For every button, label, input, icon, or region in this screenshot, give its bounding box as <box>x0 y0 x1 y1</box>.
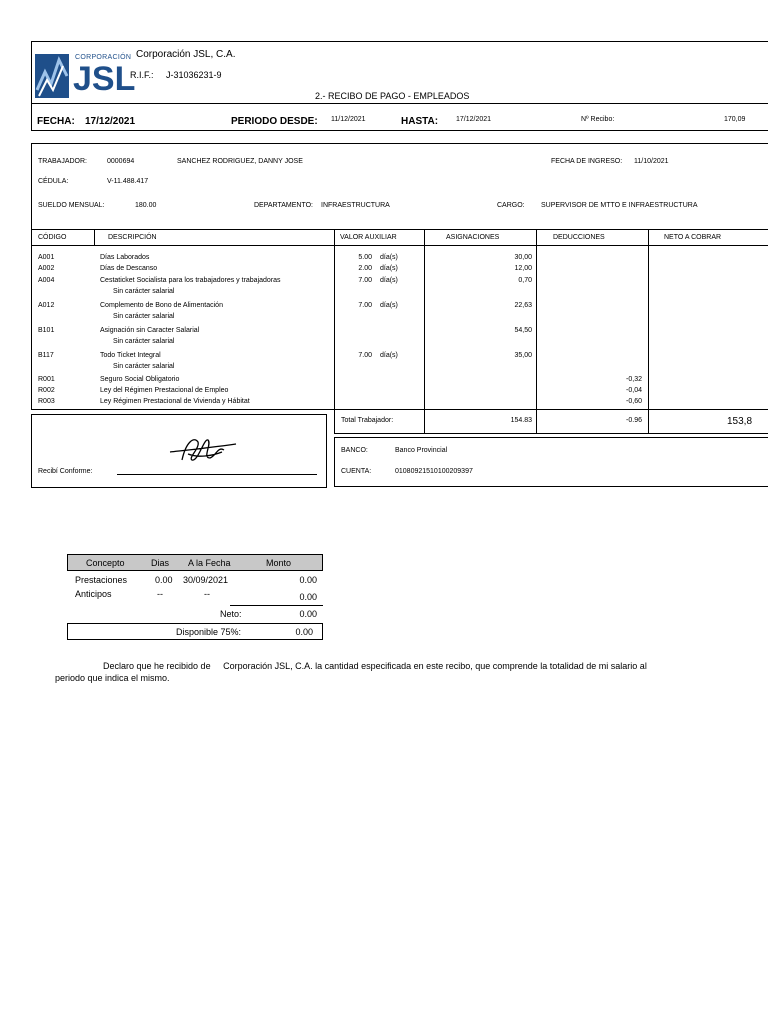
prestaciones-fecha: 30/09/2021 <box>183 575 229 585</box>
periodo-label: PERIODO DESDE: <box>231 116 318 127</box>
row-sub: Sin carácter salarial <box>113 313 175 320</box>
row-code: R002 <box>38 387 55 394</box>
anticipos-monto: 0.00 <box>299 592 317 602</box>
total-deducciones: -0.96 <box>626 417 642 424</box>
row-code: A004 <box>38 277 55 284</box>
table-header-top <box>31 229 768 230</box>
col-header-deducciones: DEDUCCIONES <box>553 234 605 241</box>
disponible-label: Disponible 75%: <box>176 627 242 637</box>
recibi-conforme-label: Recibí Conforme: <box>38 468 93 475</box>
row-code: A002 <box>38 265 55 272</box>
totals-left <box>334 409 335 433</box>
row-unit: día(s) <box>380 302 398 309</box>
row-code: R001 <box>38 376 55 383</box>
col-header-asignaciones: ASIGNACIONES <box>446 234 500 241</box>
trabajador-label: TRABAJADOR: <box>38 158 88 165</box>
ingreso-label: FECHA DE INGRESO: <box>551 158 623 165</box>
banco-label: BANCO: <box>341 447 368 454</box>
row-unit: día(s) <box>380 277 398 284</box>
row-desc: Seguro Social Obligatorio <box>100 376 180 383</box>
ingreso-value: 11/10/2021 <box>634 158 669 165</box>
company-name: Corporación JSL, C.A. <box>136 49 236 60</box>
prestaciones-dias: 0.00 <box>155 575 173 585</box>
bank-bottom <box>334 486 768 487</box>
row-aux: 7.00 <box>358 352 372 359</box>
row-sub: Sin carácter salarial <box>113 288 175 295</box>
neto-label: Neto: <box>220 609 242 619</box>
row-aux: 7.00 <box>358 302 372 309</box>
document-title: 2.- RECIBO DE PAGO - EMPLEADOS <box>315 91 470 101</box>
banco-value: Banco Provincial <box>395 447 448 454</box>
row-code: A012 <box>38 302 55 309</box>
col-sep <box>424 229 425 409</box>
cedula-value: V-11.488.417 <box>107 178 149 185</box>
company-logo <box>33 46 136 100</box>
row-asig: 54,50 <box>514 327 532 334</box>
row-desc: Todo Ticket Integral <box>100 352 161 359</box>
row-sub: Sin carácter salarial <box>113 338 175 345</box>
recibo-label: Nº Recibo: <box>581 116 615 123</box>
row-asig: 22,63 <box>514 302 532 309</box>
total-neto: 153,8 <box>727 416 753 427</box>
col-sep <box>648 229 649 409</box>
table-header-bottom <box>31 245 768 246</box>
anticipos-label: Anticipos <box>75 589 112 599</box>
cuenta-label: CUENTA: <box>341 468 372 475</box>
rif-label: R.I.F.: <box>130 70 154 80</box>
totals-sep <box>536 409 537 433</box>
row-ded: -0,60 <box>626 398 642 405</box>
logo-mark-icon <box>33 46 73 100</box>
bank-left <box>334 437 335 487</box>
total-asignaciones: 154.83 <box>510 417 532 424</box>
fecha-value: 17/12/2021 <box>85 116 136 127</box>
cargo-label: CARGO: <box>497 202 525 209</box>
row-desc: Asignación sin Caracter Salarial <box>100 327 200 334</box>
departamento-label: DEPARTAMENTO: <box>254 202 313 209</box>
row-desc: Días Laborados <box>100 254 150 261</box>
row-desc: Días de Descanso <box>100 265 158 272</box>
row-desc: Ley del Régimen Prestacional de Empleo <box>100 387 229 394</box>
signature-icon <box>168 432 238 466</box>
row-asig: 30,00 <box>514 254 532 261</box>
anticipos-dias: -- <box>157 589 163 599</box>
row-unit: día(s) <box>380 254 398 261</box>
declaration-line2: periodo que indica el mismo. <box>55 673 170 683</box>
totals-sep <box>424 409 425 433</box>
row-code: B117 <box>38 352 54 359</box>
col-sep <box>536 229 537 409</box>
col-header-codigo: CÓDIGO <box>38 234 67 241</box>
worker-top-border <box>31 143 768 144</box>
row-unit: día(s) <box>380 352 398 359</box>
cedula-label: CÉDULA: <box>38 178 69 185</box>
recibo-value: 170,09 <box>724 116 746 123</box>
sueldo-value: 180.00 <box>135 202 157 209</box>
trabajador-code: 0000694 <box>107 158 135 165</box>
row-code: B101 <box>38 327 55 334</box>
declaration-line1: Declaro que he recibido de Corporación JSL, C.A. la cantidad especificada en este recibo, que comprende la totalidad de mi salario al <box>103 661 647 671</box>
row-desc: Complemento de Bono de Alimentación <box>100 302 223 309</box>
row-ded: -0,32 <box>626 376 642 383</box>
col-header-valor: VALOR AUXILIAR <box>340 234 397 241</box>
summary-header-fecha: A la Fecha <box>188 558 231 568</box>
hasta-value: 17/12/2021 <box>456 116 492 123</box>
signature-line <box>117 474 317 475</box>
header-bottom-border <box>31 130 768 131</box>
row-unit: día(s) <box>380 265 398 272</box>
bank-top <box>334 437 768 438</box>
worker-left-border <box>31 143 32 409</box>
header-top-border <box>31 41 768 42</box>
row-code: R003 <box>38 398 55 405</box>
periodo-desde-value: 11/12/2021 <box>331 116 366 123</box>
row-sub: Sin carácter salarial <box>113 363 175 370</box>
col-header-neto: NETO A COBRAR <box>664 234 722 241</box>
row-desc: Ley Régimen Prestacional de Vivienda y Hábitat <box>100 398 250 405</box>
col-sep <box>334 229 335 409</box>
row-aux: 7.00 <box>358 277 372 284</box>
table-bottom <box>31 409 768 410</box>
col-sep <box>94 229 95 245</box>
row-asig: 35,00 <box>514 352 532 359</box>
logo-word: CORPORACIÓN <box>75 54 132 61</box>
neto-line <box>230 605 323 606</box>
summary-header-concepto: Concepto <box>86 558 125 568</box>
summary-header-dias: Dias <box>151 558 170 568</box>
trabajador-name: SANCHEZ RODRIGUEZ, DANNY JOSE <box>177 158 303 165</box>
row-asig: 0,70 <box>518 277 532 284</box>
totals-sep <box>648 409 649 433</box>
row-aux: 5.00 <box>358 254 372 261</box>
departamento-value: INFRAESTRUCTURA <box>321 202 390 209</box>
disponible-value: 0.00 <box>295 627 313 637</box>
cuenta-value: 01080921510100209397 <box>395 468 473 475</box>
summary-header-monto: Monto <box>266 558 292 568</box>
cargo-value: SUPERVISOR DE MTTO E INFRAESTRUCTURA <box>541 202 698 209</box>
row-asig: 12,00 <box>514 265 532 272</box>
row-desc: Cestaticket Socialista para los trabajadores y trabajadoras <box>100 277 281 284</box>
totals-bottom <box>334 433 768 434</box>
total-label: Total Trabajador: <box>341 417 394 424</box>
header-left-border <box>31 41 32 131</box>
header-mid-border <box>31 103 768 104</box>
logo-name: JSL <box>73 60 136 98</box>
neto-value: 0.00 <box>299 609 317 619</box>
col-header-descripcion: DESCRIPCIÓN <box>108 234 157 241</box>
hasta-label: HASTA: <box>401 116 439 127</box>
anticipos-fecha: -- <box>204 589 210 599</box>
prestaciones-monto: 0.00 <box>299 575 317 585</box>
rif-value: J-31036231-9 <box>166 70 222 80</box>
row-code: A001 <box>38 254 55 261</box>
sueldo-label: SUELDO MENSUAL: <box>38 202 105 209</box>
row-aux: 2.00 <box>358 265 372 272</box>
prestaciones-label: Prestaciones <box>75 575 128 585</box>
row-ded: -0,04 <box>626 387 642 394</box>
fecha-label: FECHA: <box>37 116 75 127</box>
